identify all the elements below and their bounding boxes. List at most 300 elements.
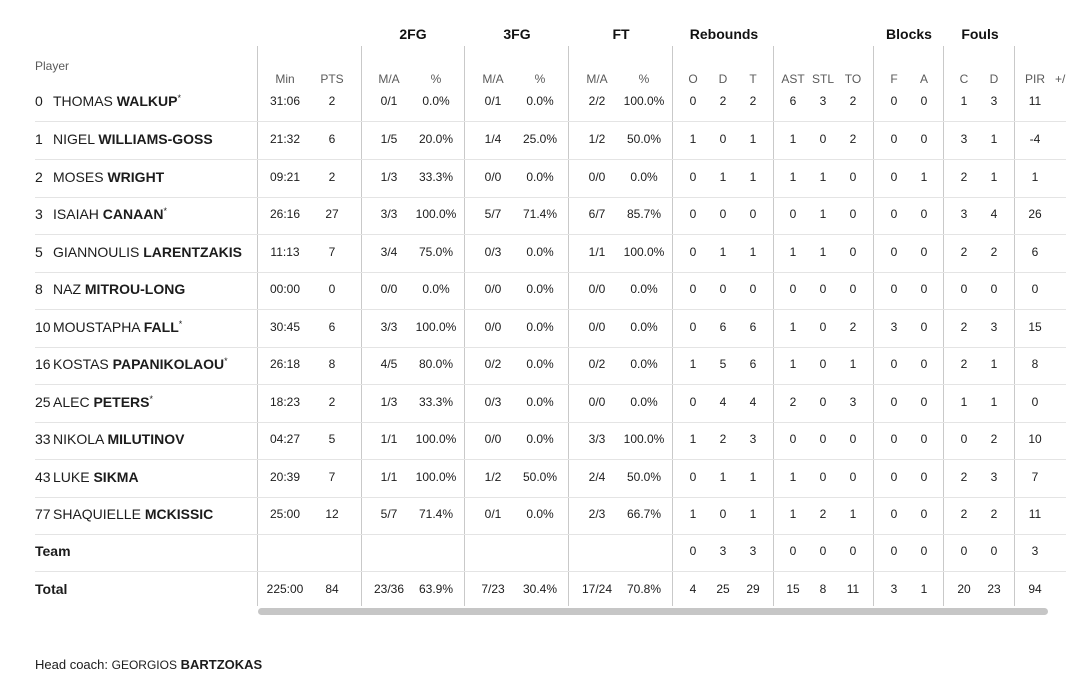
row-divider [35, 347, 1066, 348]
stat-cell: 225:00 [266, 582, 304, 596]
stat-cell: 0/2 [588, 357, 606, 371]
stat-cell: 0 [890, 432, 898, 446]
column-header: T [749, 72, 757, 86]
player-last-name: WALKUP [116, 93, 178, 109]
stat-cell: 0 [890, 207, 898, 221]
stat-cell: 0.0% [526, 170, 554, 184]
column-header: STL [811, 72, 834, 86]
stat-cell: 50.0% [522, 470, 558, 484]
head-coach-label: Head coach: [35, 657, 108, 672]
stat-cell: 3 [890, 582, 898, 596]
stat-cell: 0 [890, 132, 898, 146]
stat-cell: 85.7% [626, 207, 662, 221]
stat-cell: 33.3% [418, 395, 454, 409]
player-last-name: WILLIAMS-GOSS [98, 131, 213, 147]
column-divider [873, 46, 874, 606]
stat-cell: 0 [689, 544, 697, 558]
player-name[interactable] [35, 319, 182, 335]
stat-cell: 3/4 [380, 245, 398, 259]
stat-cell: 0.0% [526, 245, 554, 259]
player-name[interactable] [35, 431, 184, 447]
starter-mark: * [177, 93, 181, 103]
stat-cell: 0 [920, 282, 928, 296]
stat-cell: 0 [328, 282, 336, 296]
stat-cell: 0/0 [588, 320, 606, 334]
stat-cell: 1 [789, 507, 797, 521]
stat-cell: 2 [719, 432, 727, 446]
row-divider [35, 459, 1066, 460]
stat-cell: 8 [328, 357, 336, 371]
stat-cell: 100.0% [415, 432, 457, 446]
stat-cell: 23/36 [373, 582, 405, 596]
stat-cell: 0 [849, 432, 857, 446]
stat-cell: 100.0% [623, 432, 665, 446]
player-number: 77 [35, 506, 51, 522]
row-divider [35, 309, 1066, 310]
column-divider [568, 46, 569, 606]
row-divider [35, 272, 1066, 273]
stat-cell: 1 [789, 245, 797, 259]
starter-mark: * [163, 206, 167, 216]
row-divider [35, 384, 1066, 385]
stat-cell: 4/5 [380, 357, 398, 371]
stat-cell: 1 [689, 507, 697, 521]
stat-cell: 5/7 [484, 207, 502, 221]
stat-cell: 2/4 [588, 470, 606, 484]
column-header: PTS [320, 72, 344, 86]
stat-cell: 0/3 [484, 395, 502, 409]
stat-cell: 2/3 [588, 507, 606, 521]
stat-cell: 0/0 [484, 432, 502, 446]
stat-cell: 1/1 [588, 245, 606, 259]
stat-cell: 20.0% [418, 132, 454, 146]
stat-cell: 2 [719, 94, 727, 108]
player-last-name: LARENTZAKIS [143, 244, 243, 260]
stat-cell: 3 [749, 544, 757, 558]
stat-cell: 2 [960, 245, 968, 259]
player-first-name: NIGEL [53, 131, 99, 147]
stat-cell: 100.0% [415, 470, 457, 484]
stat-cell: 71.4% [522, 207, 558, 221]
team-label: Team [35, 543, 71, 559]
stat-cell: 2 [849, 132, 857, 146]
stat-cell: 20:39 [269, 470, 301, 484]
stat-cell: 1 [749, 507, 757, 521]
player-first-name: NIKOLA [53, 431, 108, 447]
stat-cell: 12 [325, 507, 339, 521]
column-header: % [638, 72, 650, 86]
player-name[interactable] [35, 244, 242, 260]
stat-cell: 0.0% [526, 395, 554, 409]
stat-cell: 0.0% [422, 94, 450, 108]
group-header-3fg: 3FG [503, 26, 531, 42]
player-number: 10 [35, 319, 51, 335]
stat-cell: 1 [819, 170, 827, 184]
stat-cell: 0 [890, 245, 898, 259]
player-last-name: MILUTINOV [107, 431, 185, 447]
stat-cell: 8 [1031, 357, 1039, 371]
stat-cell: 26 [1028, 207, 1042, 221]
stat-cell: 50.0% [626, 470, 662, 484]
stat-cell: 5/7 [380, 507, 398, 521]
stat-cell: 2 [990, 432, 998, 446]
stat-cell: 1 [990, 170, 998, 184]
stat-cell: 3 [1031, 544, 1039, 558]
stat-cell: 3/3 [380, 320, 398, 334]
stat-cell: 0.0% [630, 395, 658, 409]
starter-mark: * [224, 356, 228, 366]
stat-cell: 2/2 [588, 94, 606, 108]
stat-cell: 0 [719, 507, 727, 521]
stat-cell: 1 [990, 357, 998, 371]
stat-cell: 50.0% [626, 132, 662, 146]
column-header: M/A [378, 72, 400, 86]
stat-cell: 0 [849, 470, 857, 484]
player-last-name: SIKMA [93, 469, 139, 485]
stat-cell: 2 [328, 94, 336, 108]
stat-cell: 100.0% [623, 245, 665, 259]
stat-cell: 100.0% [623, 94, 665, 108]
player-last-name: FALL [143, 319, 179, 335]
stat-cell: 1 [960, 395, 968, 409]
column-header: TO [844, 72, 862, 86]
stat-cell: 0 [849, 282, 857, 296]
stat-cell: 0 [789, 432, 797, 446]
player-number: 43 [35, 469, 51, 485]
player-last-name: MITROU-LONG [84, 281, 186, 297]
stat-cell: 0 [920, 94, 928, 108]
stat-cell: 0 [849, 207, 857, 221]
stat-cell: 0 [1031, 395, 1039, 409]
player-name[interactable] [35, 169, 164, 185]
stat-cell: 1 [689, 132, 697, 146]
stat-cell: 00:00 [269, 282, 301, 296]
stat-cell: 4 [689, 582, 697, 596]
stat-cell: 1/2 [484, 470, 502, 484]
stat-cell: 17/24 [581, 582, 613, 596]
stat-cell: 0 [819, 432, 827, 446]
stat-cell: 0 [990, 544, 998, 558]
column-header: PIR [1024, 72, 1045, 86]
stat-cell: 1/5 [380, 132, 398, 146]
stat-cell: 6 [789, 94, 797, 108]
row-divider [35, 234, 1066, 235]
column-divider [361, 46, 362, 606]
stat-cell: 1/2 [588, 132, 606, 146]
stat-cell: 0 [960, 432, 968, 446]
column-divider [943, 46, 944, 606]
stat-cell: 1 [789, 170, 797, 184]
column-header: A [919, 72, 928, 86]
stat-cell: 0 [990, 282, 998, 296]
starter-mark: * [178, 319, 183, 329]
stat-cell: 0 [920, 544, 928, 558]
stat-cell: 1 [749, 470, 757, 484]
stat-cell: 15 [786, 582, 800, 596]
player-last-name: WRIGHT [107, 169, 165, 185]
stat-cell: 1 [819, 207, 827, 221]
stat-cell: 66.7% [626, 507, 662, 521]
stat-cell: 1 [719, 245, 727, 259]
row-divider [35, 422, 1066, 423]
player-name[interactable] [35, 356, 228, 372]
player-last-name: PAPANIKOLAOU [112, 356, 225, 372]
stat-cell: 0 [749, 282, 757, 296]
stat-cell: 2 [960, 357, 968, 371]
column-header: Min [275, 72, 295, 86]
stat-cell: 3 [960, 132, 968, 146]
stat-cell: 2 [990, 507, 998, 521]
stat-cell: 1 [789, 132, 797, 146]
stat-cell: 1 [960, 94, 968, 108]
stat-cell: 25 [716, 582, 730, 596]
stat-cell: 0 [749, 207, 757, 221]
stat-cell: 0 [920, 432, 928, 446]
stat-cell: 11 [846, 582, 860, 596]
player-number: 0 [35, 93, 43, 109]
stat-cell: 1 [920, 170, 928, 184]
stat-cell: 80.0% [418, 357, 454, 371]
column-header: AST [781, 72, 805, 86]
stat-cell: 3/3 [588, 432, 606, 446]
stat-cell: 100.0% [415, 207, 457, 221]
stat-cell: 1 [990, 132, 998, 146]
column-header: D [989, 72, 999, 86]
stat-cell: 0 [719, 132, 727, 146]
stat-cell: 3 [849, 395, 857, 409]
stat-cell: 0 [819, 395, 827, 409]
player-last-name: MCKISSIC [144, 506, 214, 522]
stat-cell: 0/0 [588, 170, 606, 184]
stat-cell: 18:23 [269, 395, 301, 409]
stat-cell: 0 [849, 245, 857, 259]
stat-cell: 26:18 [269, 357, 301, 371]
stat-cell: 29 [746, 582, 760, 596]
stat-cell: 0.0% [526, 432, 554, 446]
stat-cell: 2 [328, 395, 336, 409]
stat-cell: 10 [1028, 432, 1042, 446]
stat-cell: 0.0% [630, 282, 658, 296]
stat-cell: 30.4% [522, 582, 558, 596]
column-header: +/ [1055, 72, 1066, 86]
stat-cell: 3 [990, 470, 998, 484]
stat-cell: 1/1 [380, 432, 398, 446]
stat-cell: 0 [789, 282, 797, 296]
player-first-name: NAZ [53, 281, 85, 297]
stat-cell: 20 [957, 582, 971, 596]
stat-cell: 11:13 [270, 245, 300, 259]
column-header: % [430, 72, 442, 86]
stat-cell: 0 [689, 470, 697, 484]
player-number: 5 [35, 244, 43, 260]
column-divider [1014, 46, 1015, 606]
stat-cell: 0.0% [526, 320, 554, 334]
stat-cell: 0 [920, 507, 928, 521]
stat-cell: 2 [819, 507, 827, 521]
head-coach-first-name: GEORGIOS [111, 658, 177, 672]
stat-cell: 25:00 [269, 507, 301, 521]
column-header: M/A [586, 72, 608, 86]
stat-cell: 4 [719, 395, 727, 409]
stat-cell: 6 [328, 320, 336, 334]
column-header: F [890, 72, 898, 86]
stat-cell: 0/0 [484, 282, 502, 296]
stat-cell: 1 [689, 357, 697, 371]
column-header: M/A [482, 72, 504, 86]
player-last-name: PETERS [93, 394, 150, 410]
starter-mark: * [149, 394, 153, 404]
column-divider [773, 46, 774, 606]
stat-cell: 3 [990, 94, 998, 108]
player-first-name: ALEC [53, 394, 94, 410]
group-header-fouls: Fouls [961, 26, 999, 42]
player-name[interactable] [35, 93, 181, 109]
player-name[interactable] [35, 506, 213, 522]
stat-cell: 09:21 [269, 170, 301, 184]
stat-cell: 0.0% [630, 170, 658, 184]
stat-cell: 0 [719, 282, 727, 296]
row-divider [35, 121, 1066, 122]
stat-cell: 0 [849, 170, 857, 184]
stat-cell: 0 [920, 207, 928, 221]
stat-cell: 2 [749, 94, 757, 108]
player-first-name: MOSES [53, 169, 108, 185]
stat-cell: 0.0% [630, 320, 658, 334]
stat-cell: 63.9% [418, 582, 454, 596]
horizontal-scrollbar[interactable] [258, 608, 1048, 615]
stat-cell: 1 [849, 357, 857, 371]
stat-cell: 0/1 [484, 94, 502, 108]
stat-cell: 0 [689, 395, 697, 409]
player-first-name: GIANNOULIS [53, 244, 144, 260]
stat-cell: 3 [890, 320, 898, 334]
stat-cell: 6 [328, 132, 336, 146]
stat-cell: 0 [920, 320, 928, 334]
stat-cell: 1 [749, 170, 757, 184]
column-header: C [959, 72, 969, 86]
player-last-name: CANAAN [102, 206, 164, 222]
stat-cell: 7/23 [481, 582, 505, 596]
stat-cell: 2 [328, 170, 336, 184]
stat-cell: 3/3 [380, 207, 398, 221]
stat-cell: 1 [689, 432, 697, 446]
stat-cell: 2 [849, 94, 857, 108]
stat-cell: 0 [920, 470, 928, 484]
stat-cell: 0 [819, 544, 827, 558]
stat-cell: 0 [960, 282, 968, 296]
stat-cell: 2 [960, 320, 968, 334]
stat-cell: 0 [819, 470, 827, 484]
stat-cell: 0 [689, 245, 697, 259]
row-divider [35, 497, 1066, 498]
stat-cell: 8 [819, 582, 827, 596]
row-divider [35, 534, 1066, 535]
stat-cell: 0 [890, 357, 898, 371]
stat-cell: 1 [920, 582, 928, 596]
stat-cell: 71.4% [418, 507, 454, 521]
stat-cell: 3 [719, 544, 727, 558]
player-name[interactable] [35, 469, 139, 485]
column-header: O [688, 72, 698, 86]
player-number: 8 [35, 281, 43, 297]
stat-cell: 0.0% [422, 282, 450, 296]
stat-cell: 11 [1028, 94, 1042, 108]
stat-cell: 1 [789, 320, 797, 334]
head-coach-last-name: BARTZOKAS [180, 657, 263, 672]
column-header: % [534, 72, 546, 86]
stat-cell: 1 [819, 245, 827, 259]
stat-cell: 0.0% [526, 282, 554, 296]
player-first-name: THOMAS [53, 93, 117, 109]
stat-cell: 0 [890, 94, 898, 108]
stat-cell: 0 [789, 544, 797, 558]
stat-cell: 30:45 [269, 320, 301, 334]
row-divider [35, 571, 1066, 572]
stat-cell: -4 [1029, 132, 1041, 146]
stat-cell: 1/4 [484, 132, 502, 146]
stat-cell: 0.0% [526, 507, 554, 521]
stat-cell: 7 [328, 470, 336, 484]
player-first-name: KOSTAS [53, 356, 113, 372]
stat-cell: 0 [689, 207, 697, 221]
column-divider [257, 46, 258, 606]
player-name[interactable] [35, 394, 153, 410]
total-label: Total [35, 581, 68, 597]
player-number: 25 [35, 394, 51, 410]
stat-cell: 84 [325, 582, 339, 596]
stat-cell: 2 [960, 507, 968, 521]
row-divider [35, 159, 1066, 160]
group-header-rebounds: Rebounds [689, 26, 759, 42]
player-name[interactable] [35, 281, 185, 297]
player-name[interactable] [35, 206, 167, 222]
player-first-name: SHAQUIELLE [53, 506, 145, 522]
stat-cell: 0.0% [526, 94, 554, 108]
player-column-header: Player [35, 59, 70, 73]
stat-cell: 0 [920, 132, 928, 146]
stat-cell: 100.0% [415, 320, 457, 334]
stat-cell: 0/0 [380, 282, 398, 296]
player-number: 2 [35, 169, 43, 185]
stat-cell: 3 [990, 320, 998, 334]
stat-cell: 0/0 [484, 170, 502, 184]
stat-cell: 3 [819, 94, 827, 108]
stat-cell: 7 [1031, 470, 1039, 484]
head-coach [35, 657, 262, 672]
stat-cell: 0 [689, 94, 697, 108]
stat-cell: 1 [849, 507, 857, 521]
player-name[interactable] [35, 131, 213, 147]
stat-cell: 0/1 [484, 507, 502, 521]
stat-cell: 0/2 [484, 357, 502, 371]
stat-cell: 0/1 [380, 94, 398, 108]
stat-cell: 2 [960, 470, 968, 484]
stat-cell: 11 [1028, 507, 1042, 521]
stat-cell: 0 [719, 207, 727, 221]
stat-cell: 0 [819, 132, 827, 146]
stat-cell: 6 [719, 320, 727, 334]
stat-cell: 0 [849, 544, 857, 558]
stat-cell: 0 [789, 207, 797, 221]
stat-cell: 1 [719, 470, 727, 484]
stat-cell: 0 [1031, 282, 1039, 296]
stat-cell: 23 [987, 582, 1001, 596]
stat-cell: 0/0 [588, 282, 606, 296]
stat-cell: 33.3% [418, 170, 454, 184]
stat-cell: 1 [789, 357, 797, 371]
stat-cell: 0 [890, 170, 898, 184]
stat-cell: 0 [819, 357, 827, 371]
